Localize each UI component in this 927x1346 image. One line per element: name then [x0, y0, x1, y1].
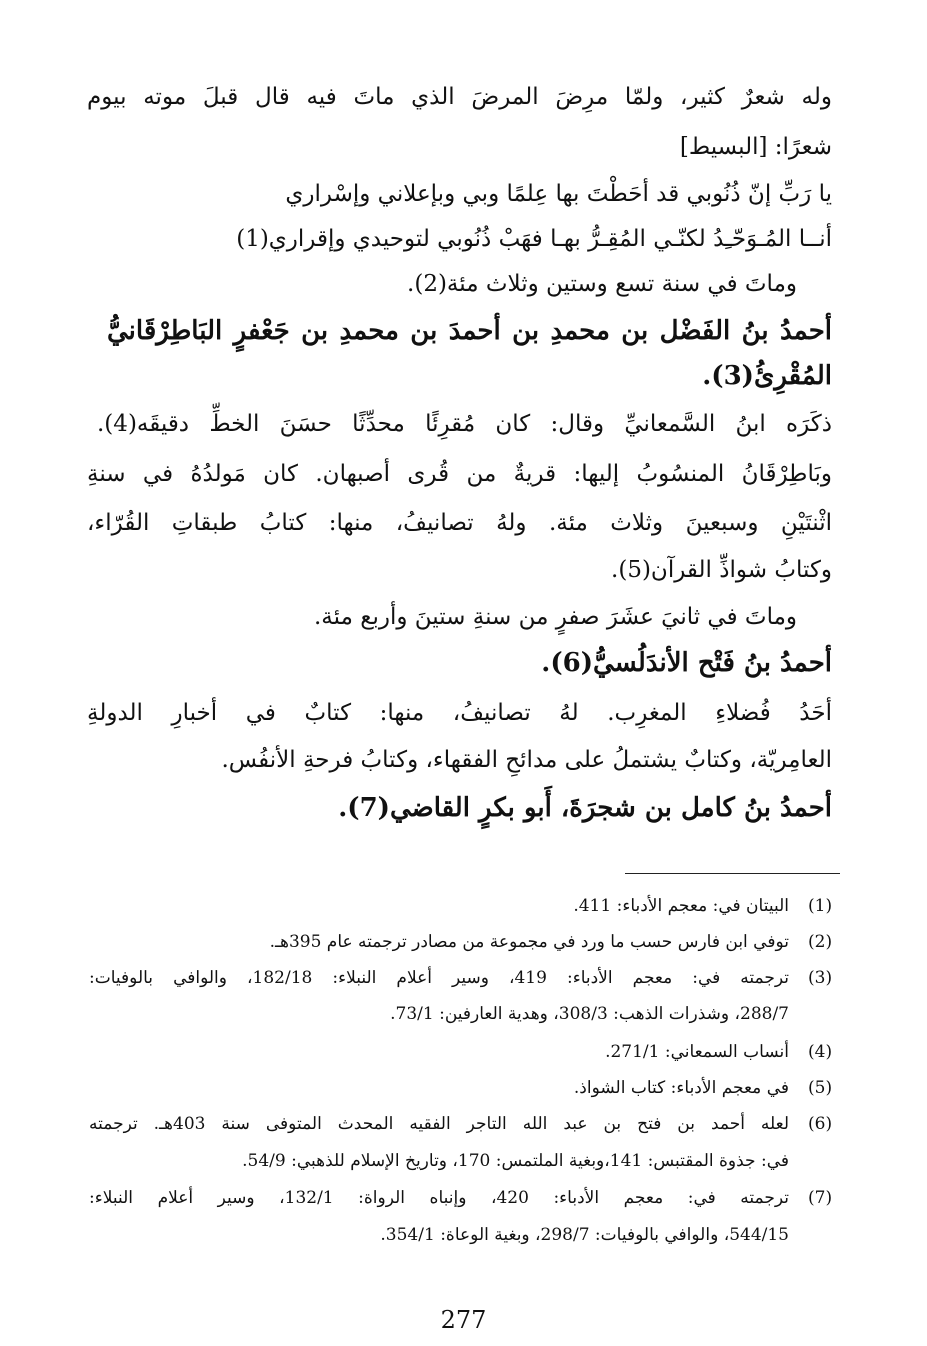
footnote-number: (1)	[808, 896, 833, 916]
body-line: شعرًا: [البسيط]	[679, 134, 832, 160]
entry-heading: أحمدُ بنُ فَتْح الأندَلُسيُّ(6).	[541, 648, 832, 678]
footnote-number: (5)	[808, 1078, 833, 1098]
footnote-separator	[625, 873, 840, 874]
page-number: 277	[440, 1306, 487, 1334]
body-line: العامِريّة، وكتابٌ يشتملُ على مدائحِ الفقهاء، وكتابُ فرحةِ الأنفُس.	[221, 747, 832, 773]
verse-line: يا رَبِّ إنّ ذُنُوبي قد أحَطْتَ بها عِلمًا وبي وبإعلاني وإسْراري	[285, 181, 832, 207]
footnote-text: ترجمته في: معجم الأدباء: 419، وسير أعلام النبلاء: 182/18، والوافي بالوفيات:	[89, 968, 790, 988]
footnote-number: (2)	[808, 932, 833, 952]
verse-line: أنــا المُـوَحّـِدُ لكنّـي المُقِـرُّ بهـا فهَبْ ذُنُوبي لتوحيدي وإقراري(1)	[236, 226, 832, 252]
footnote-number: (7)	[808, 1188, 833, 1208]
body-line: وماتَ في ثانيَ عشَرَ صفرٍ من سنةِ ستينَ وأربع مئة.	[314, 604, 797, 630]
body-line: وكتابُ شواذِّ القرآن(5).	[611, 557, 832, 583]
footnote-text: البيتان في: معجم الأدباء: 411.	[573, 896, 789, 916]
footnote-number: (4)	[808, 1042, 833, 1062]
footnote-text: 544/15، والوافي بالوفيات: 298/7، وبغية الوعاة: 354/1.	[380, 1225, 789, 1245]
body-line: أحَدُ فُضلاءِ المغرِب. لهُ تصانيفُ، منها: كتابٌ في أخبارِ الدولةِ	[87, 700, 832, 726]
footnote-number: (6)	[808, 1114, 833, 1134]
footnote-text: في معجم الأدباء: كتاب الشواذ.	[573, 1078, 789, 1098]
body-line: وبَاطِرْقَانُ المنسُوبُ إليها: قريةٌ من قُرى أصبهان. كان مَولدُهُ في سنةِ	[87, 461, 832, 487]
entry-heading: أحمدُ بنُ الفَضْل بن محمدِ بن أحمدَ بن محمدِ بن جَعْفرٍ البَاطِرْقَانيُّ	[107, 316, 832, 346]
body-line: وله شعرٌ كثير، ولمّا مرِضَ المرضَ الذي ماتَ فيه قال قبلَ موته بيوم	[87, 84, 832, 110]
footnote-text: في: جذوة المقتبس: 141،وبغية الملتمس: 170، وتاريخ الإسلام للذهبي: 54/9.	[242, 1151, 789, 1171]
footnote-text: توفي ابن فارس حسب ما ورد في مجموعة من مصادر ترجمته عام 395هـ.	[269, 932, 789, 952]
body-line: اثْنتَيْنِ وسبعينَ وثلاث مئة. ولهُ تصانيفُ، منها: كتابُ طبقاتِ القُرّاء،	[87, 510, 832, 536]
footnote-text: 288/7، وشذرات الذهب: 308/3، وهدية العارفين: 73/1.	[390, 1004, 789, 1024]
footnote-text: أنساب السمعاني: 271/1.	[605, 1042, 789, 1062]
body-line: وماتَ في سنة تسع وستين وثلاث مئة(2).	[407, 271, 797, 297]
footnote-text: ترجمته في: معجم الأدباء: 420، وإنباه الرواة: 132/1، وسير أعلام النبلاء:	[89, 1188, 789, 1208]
entry-heading: أحمدُ بنُ كامل بن شجرَةَ، أَبو بكرٍ القاضي(7).	[338, 793, 832, 823]
entry-heading: المُقْرِئُ(3).	[702, 361, 832, 391]
footnote-text: لعله أحمد بن فتح بن عبد الله التاجر الفقيه المحدث المتوفى سنة 403هـ. ترجمته	[89, 1114, 790, 1134]
footnote-number: (3)	[808, 968, 833, 988]
body-line: ذكَرَه ابنُ السَّمعانيِّ وقال: كان مُقرِئًا محدِّثًا حسَنَ الخطِّ دقيقَه(4).	[97, 411, 832, 437]
